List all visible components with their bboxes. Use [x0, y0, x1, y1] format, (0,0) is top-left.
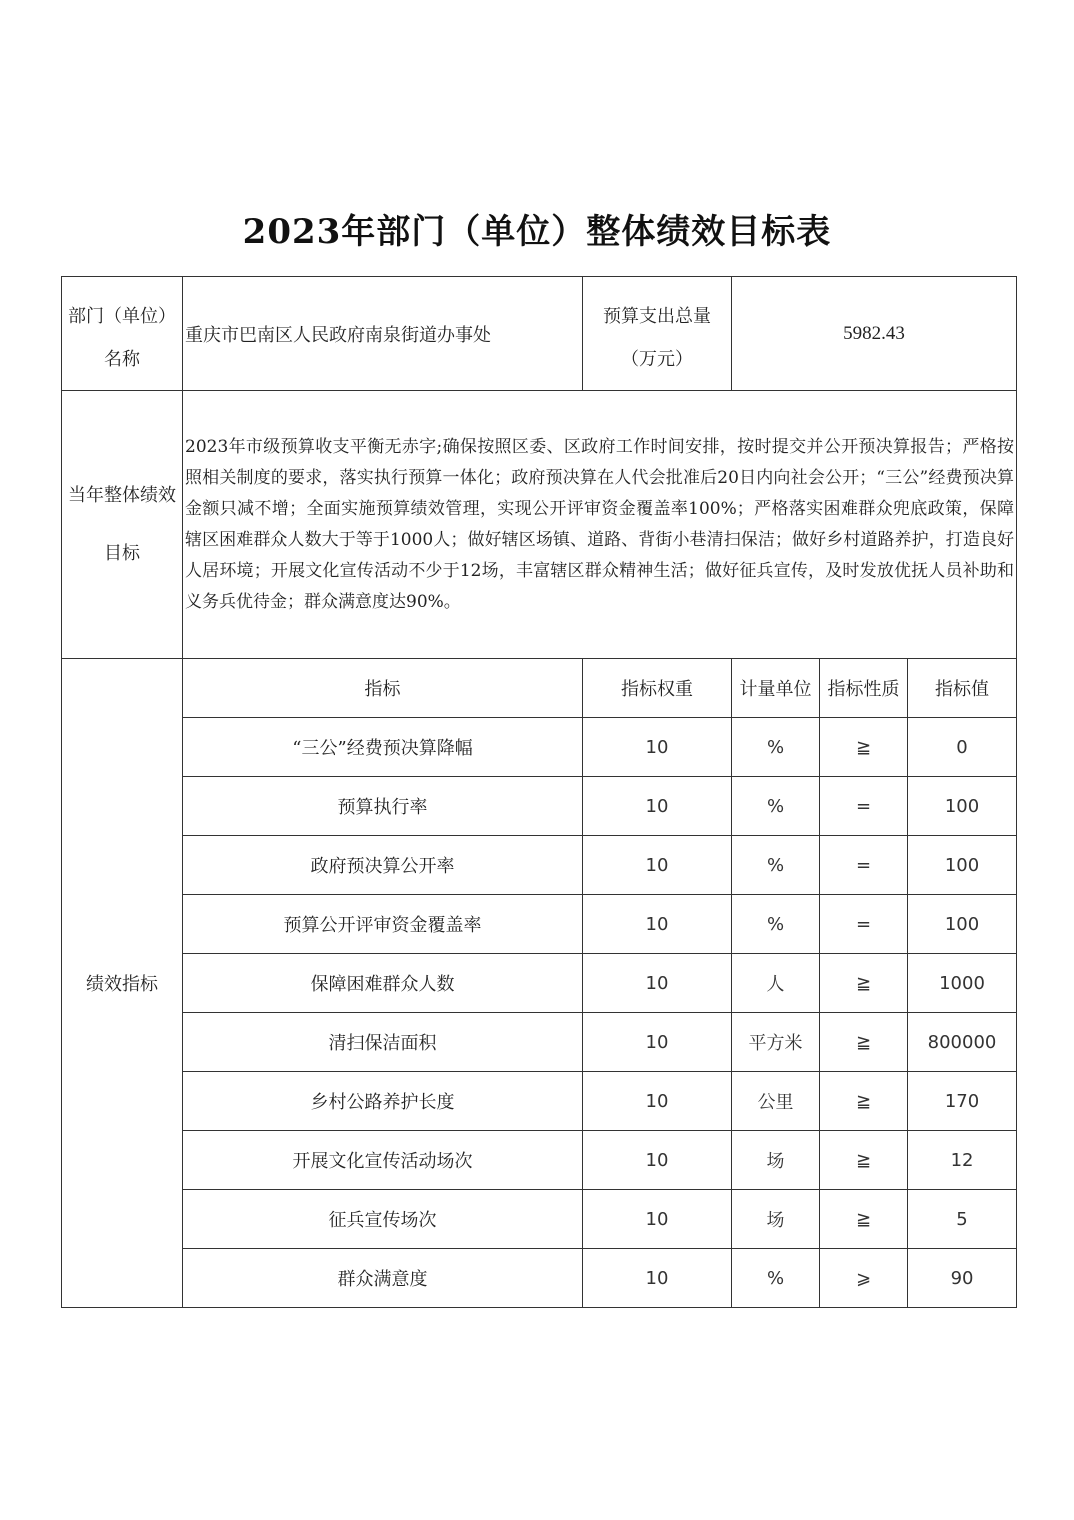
indicator-name: 预算公开评审资金覆盖率 [183, 895, 583, 954]
indicator-nature: = [820, 777, 908, 836]
indicator-weight: 10 [583, 1190, 732, 1249]
indicator-value: 90 [908, 1249, 1017, 1308]
dept-name: 重庆市巴南区人民政府南泉街道办事处 [183, 277, 583, 391]
table-row [62, 1190, 1017, 1249]
indicator-name: 政府预决算公开率 [183, 836, 583, 895]
budget-value: 5982.43 [732, 277, 1017, 391]
indicator-unit: 场 [732, 1131, 820, 1190]
goal-label-line1: 当年整体绩效 [68, 484, 176, 506]
dept-label-cell [62, 277, 183, 391]
indicator-name: 保障困难群众人数 [183, 954, 583, 1013]
indicator-name: 乡村公路养护长度 [183, 1072, 583, 1131]
goal-text: 2023年市级预算收支平衡无赤字;确保按照区委、区政府工作时间安排，按时提交并公开预决算报告；严格按照相关制度的要求，落实执行预算一体化；政府预决算在人代会批准后20日内向社会公开；“三公”经费预决算金额只减不增；全面实施预算绩效管理，实现公开评审资金覆盖率100%；严格落实困难群众兜底政策，保障辖区困难群众人数大于等于1000人；做好辖区场镇、道路、背街小巷清扫保洁；做好乡村道路养护，打造良好人居环境；开展文化宣传活动不少于12场，丰富辖区群众精神生活；做好征兵宣传，及时发放优抚人员补助和义务兵优待金；群众满意度达90%。 [183, 391, 1017, 659]
indicator-value: 1000 [908, 954, 1017, 1013]
indicator-weight: 10 [583, 718, 732, 777]
indicator-name: 开展文化宣传活动场次 [183, 1131, 583, 1190]
indicator-weight: 10 [583, 1013, 732, 1072]
indicator-unit: % [732, 777, 820, 836]
column-header-indicator: 指标 [183, 659, 583, 718]
table-row [62, 1131, 1017, 1190]
indicator-weight: 10 [583, 1072, 732, 1131]
indicator-value: 0 [908, 718, 1017, 777]
indicator-weight: 10 [583, 1249, 732, 1308]
indicator-weight: 10 [583, 1131, 732, 1190]
indicator-name: 清扫保洁面积 [183, 1013, 583, 1072]
indicator-unit: 平方米 [732, 1013, 820, 1072]
indicator-unit: % [732, 1249, 820, 1308]
goal-row [62, 391, 1017, 659]
indicator-name: “三公”经费预决算降幅 [183, 718, 583, 777]
dept-label-line2: 名称 [104, 348, 140, 370]
performance-table [61, 276, 1017, 1308]
budget-label-cell [583, 277, 732, 391]
indicator-weight: 10 [583, 954, 732, 1013]
indicator-weight: 10 [583, 895, 732, 954]
indicator-unit: % [732, 718, 820, 777]
indicator-nature: ≧ [820, 718, 908, 777]
indicator-nature: ≧ [820, 1072, 908, 1131]
column-header-value: 指标值 [908, 659, 1017, 718]
indicator-name: 群众满意度 [183, 1249, 583, 1308]
indicator-nature: = [820, 895, 908, 954]
header-row [62, 277, 1017, 391]
indicator-nature: ≧ [820, 1190, 908, 1249]
budget-label-line2: （万元） [621, 348, 693, 370]
indicator-value: 170 [908, 1072, 1017, 1131]
table-row [62, 718, 1017, 777]
indicator-unit: 场 [732, 1190, 820, 1249]
indicator-unit: 人 [732, 954, 820, 1013]
indicator-value: 100 [908, 777, 1017, 836]
indicator-name: 预算执行率 [183, 777, 583, 836]
indicator-header-row [62, 659, 1017, 718]
indicator-nature: ⩾ [820, 1249, 908, 1308]
indicator-nature: = [820, 836, 908, 895]
indicator-unit: % [732, 836, 820, 895]
table-row [62, 836, 1017, 895]
indicator-unit: 公里 [732, 1072, 820, 1131]
table-row [62, 777, 1017, 836]
goal-label-line2: 目标 [104, 542, 140, 564]
indicator-nature: ≧ [820, 1013, 908, 1072]
indicator-value: 100 [908, 836, 1017, 895]
column-header-weight: 指标权重 [583, 659, 732, 718]
page-title: 2023年部门（单位）整体绩效目标表 [242, 212, 832, 252]
table-row [62, 954, 1017, 1013]
column-header-nature: 指标性质 [820, 659, 908, 718]
indicator-weight: 10 [583, 836, 732, 895]
indicator-weight: 10 [583, 777, 732, 836]
indicator-nature: ≧ [820, 954, 908, 1013]
table-row [62, 1072, 1017, 1131]
indicator-nature: ≧ [820, 1131, 908, 1190]
indicator-name: 征兵宣传场次 [183, 1190, 583, 1249]
column-header-unit: 计量单位 [732, 659, 820, 718]
indicator-value: 5 [908, 1190, 1017, 1249]
table-row [62, 895, 1017, 954]
table-row [62, 1249, 1017, 1308]
indicator-value: 12 [908, 1131, 1017, 1190]
indicator-value: 100 [908, 895, 1017, 954]
indicator-section-label: 绩效指标 [62, 659, 183, 1308]
table-row [62, 1013, 1017, 1072]
budget-label-line1: 预算支出总量 [603, 305, 711, 327]
dept-label-line1: 部门（单位） [68, 305, 176, 327]
indicator-value: 800000 [908, 1013, 1017, 1072]
indicator-unit: % [732, 895, 820, 954]
goal-label-cell [62, 391, 183, 659]
